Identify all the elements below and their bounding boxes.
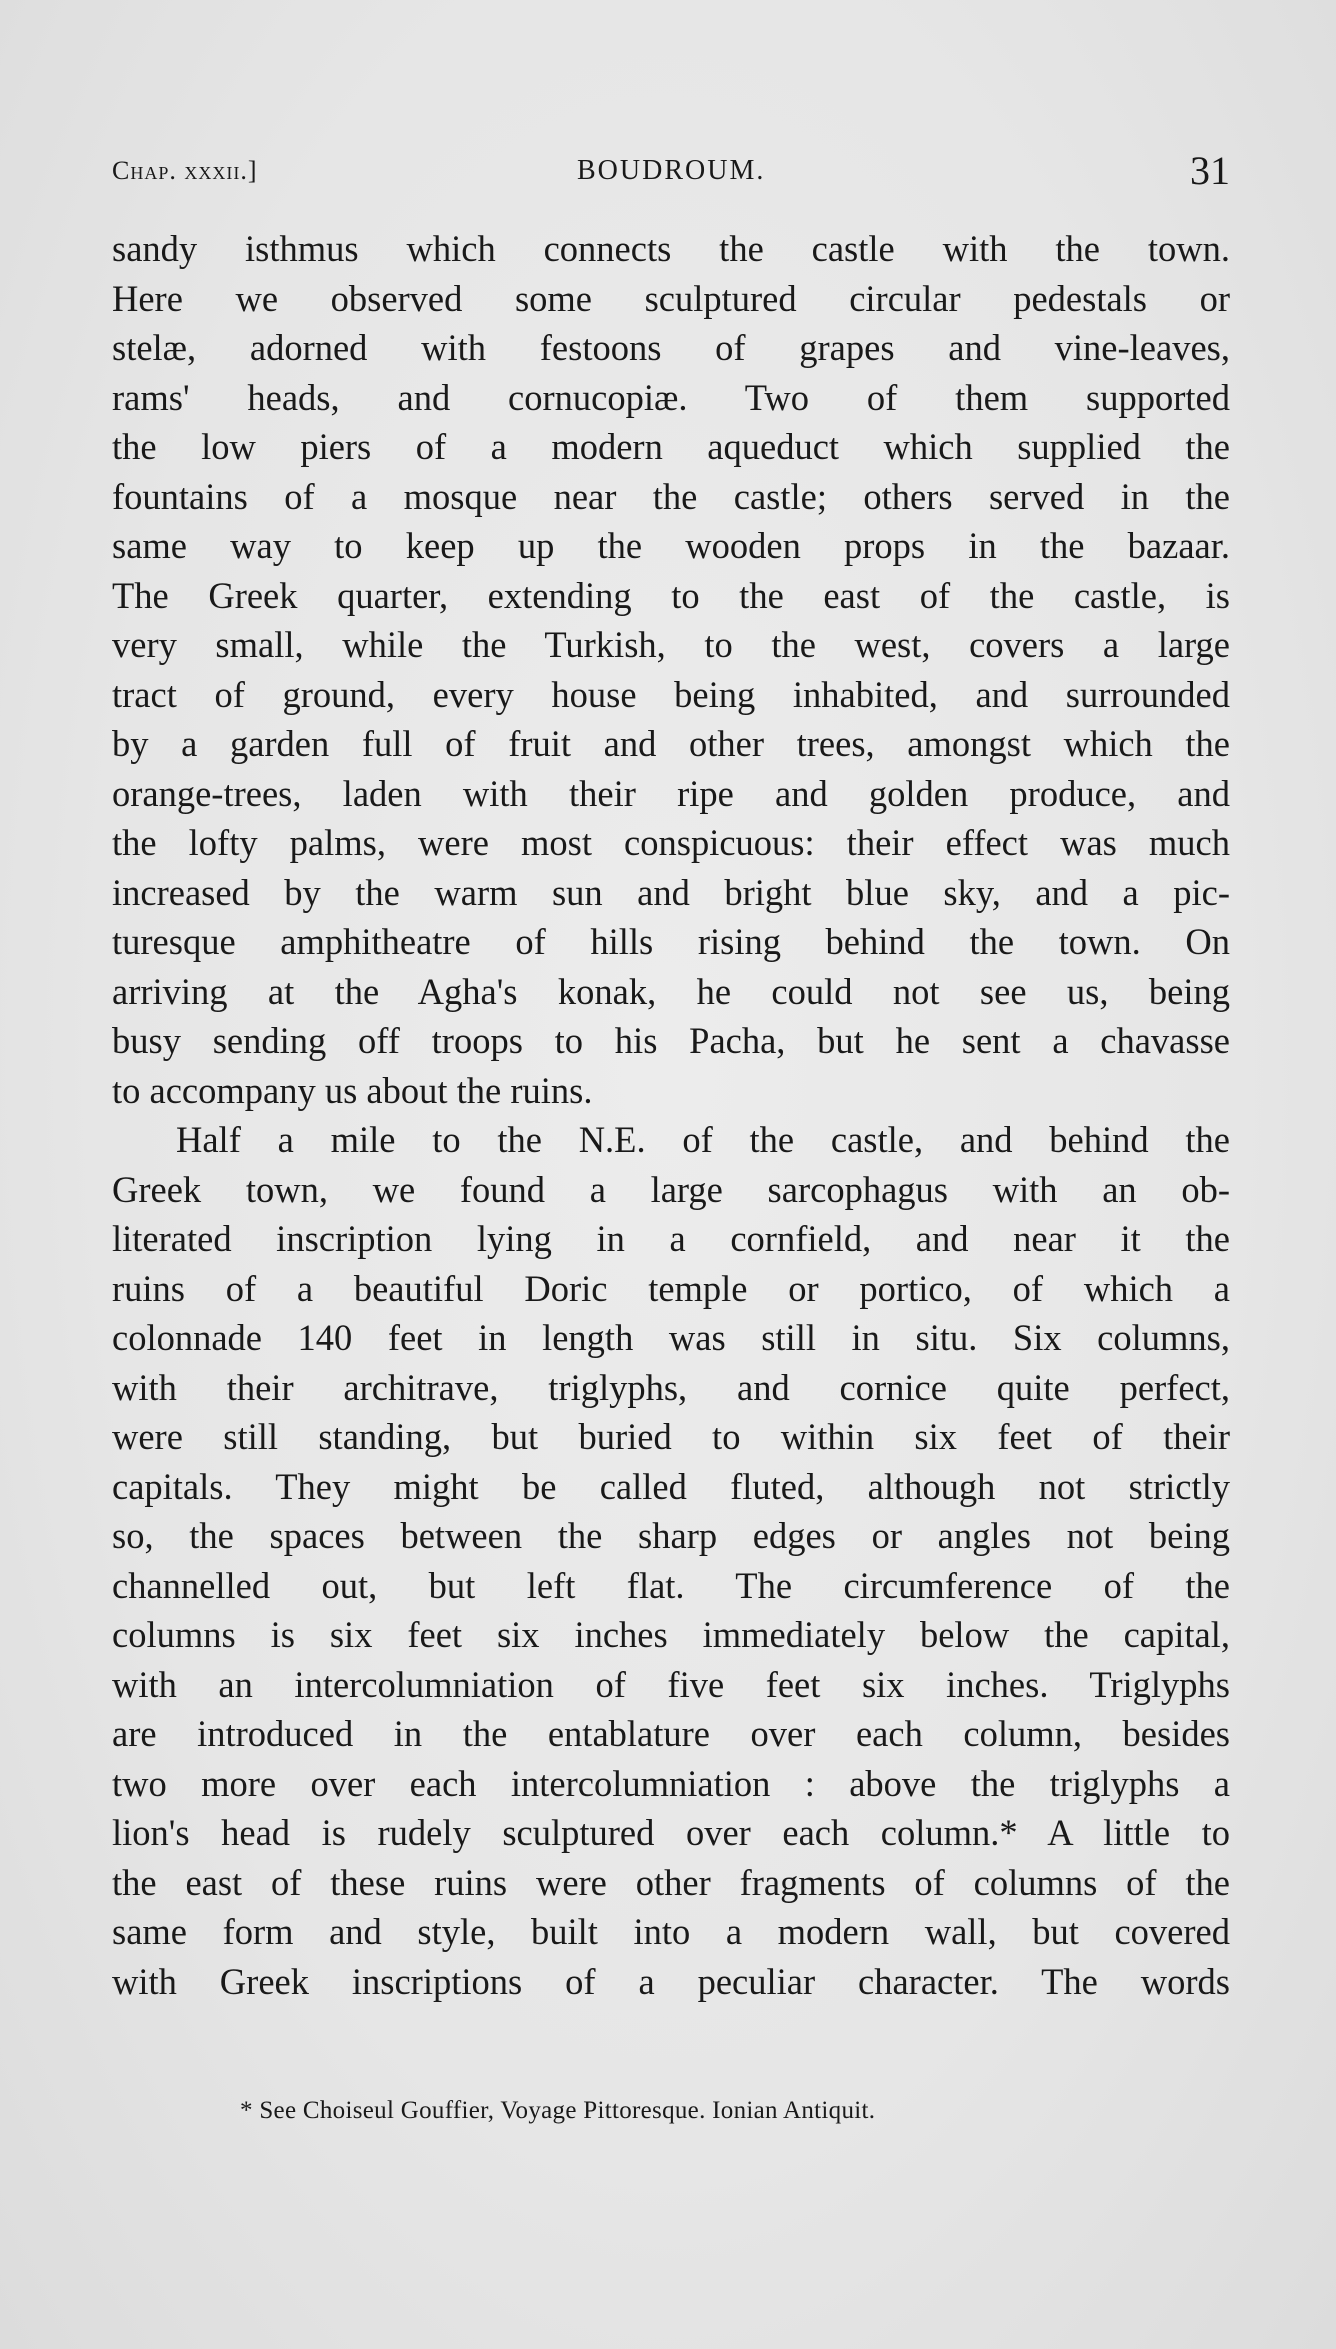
text-line: orange-trees, laden with their ripe and golden produce, and	[112, 772, 1230, 814]
text-line: the low piers of a modern aqueduct which supplied the	[112, 426, 1230, 467]
page-number: 31	[1190, 148, 1230, 193]
text-line: so, the spaces between the sharp edges or angles not being	[112, 1515, 1230, 1556]
text-line: channelled out, but left flat. The circumference of the	[112, 1564, 1230, 1606]
text-line: arriving at the Agha's konak, he could not see us, being	[112, 970, 1230, 1012]
text-line: fountains of a mosque near the castle; others served in the	[112, 475, 1230, 517]
text-line: literated inscription lying in a cornfield, and near it the	[112, 1218, 1230, 1259]
text-line: by a garden full of fruit and other trees, amongst which the	[112, 723, 1230, 764]
body-text	[112, 224, 1230, 2006]
text-line: Half a mile to the N.E. of the castle, and behind the	[176, 1119, 1230, 1160]
text-line: with Greek inscriptions of a peculiar character. The words	[112, 1960, 1230, 2002]
text-line: very small, while the Turkish, to the west, covers a large	[112, 624, 1230, 665]
page-title: BOUDROUM.	[577, 155, 766, 186]
text-line: rams' heads, and cornucopiæ. Two of them supported	[112, 376, 1230, 418]
text-line: to accompany us about the ruins.	[112, 1069, 593, 1111]
text-line: capitals. They might be called fluted, although not strictly	[112, 1465, 1230, 1507]
text-line: lion's head is rudely sculptured over each column.* A little to	[112, 1812, 1230, 1853]
text-line: turesque amphitheatre of hills rising behind the town. On	[112, 921, 1230, 962]
text-line: stelæ, adorned with festoons of grapes and vine-leaves,	[112, 327, 1230, 368]
text-line: columns is six feet six inches immediately below the capital,	[112, 1614, 1230, 1655]
text-line: tract of ground, every house being inhabited, and surrounded	[112, 673, 1230, 715]
text-line: with an intercolumniation of five feet six inches. Triglyphs	[112, 1663, 1230, 1705]
text-line: ruins of a beautiful Doric temple or portico, of which a	[112, 1267, 1230, 1309]
footnote: * See Choiseul Gouffier, Voyage Pittoresque. Ionian Antiquit.	[240, 2097, 876, 2124]
text-line: same form and style, built into a modern wall, but covered	[112, 1911, 1230, 1952]
text-line: sandy isthmus which connects the castle with the town.	[112, 228, 1230, 269]
text-line: two more over each intercolumniation : above the triglyphs a	[112, 1762, 1230, 1804]
chapter-label: Chap. xxxii.]	[112, 156, 258, 185]
text-line: increased by the warm sun and bright blue sky, and a pic-	[112, 871, 1230, 913]
text-line: the east of these ruins were other fragments of columns of the	[112, 1861, 1230, 1903]
text-line: with their architrave, triglyphs, and cornice quite perfect,	[112, 1366, 1230, 1408]
running-header	[112, 148, 1230, 194]
text-line: same way to keep up the wooden props in the bazaar.	[112, 525, 1230, 566]
text-line: Greek town, we found a large sarcophagus with an ob-	[112, 1168, 1230, 1210]
text-line: The Greek quarter, extending to the east of the castle, is	[112, 574, 1230, 616]
text-line: the lofty palms, were most conspicuous: their effect was much	[112, 822, 1230, 863]
text-line: busy sending off troops to his Pacha, but he sent a chavasse	[112, 1020, 1230, 1061]
text-line: Here we observed some sculptured circular pedestals or	[112, 277, 1230, 319]
text-line: were still standing, but buried to within six feet of their	[112, 1416, 1230, 1457]
text-line: colonnade 140 feet in length was still in situ. Six columns,	[112, 1317, 1230, 1358]
text-line: are introduced in the entablature over each column, besides	[112, 1713, 1230, 1754]
